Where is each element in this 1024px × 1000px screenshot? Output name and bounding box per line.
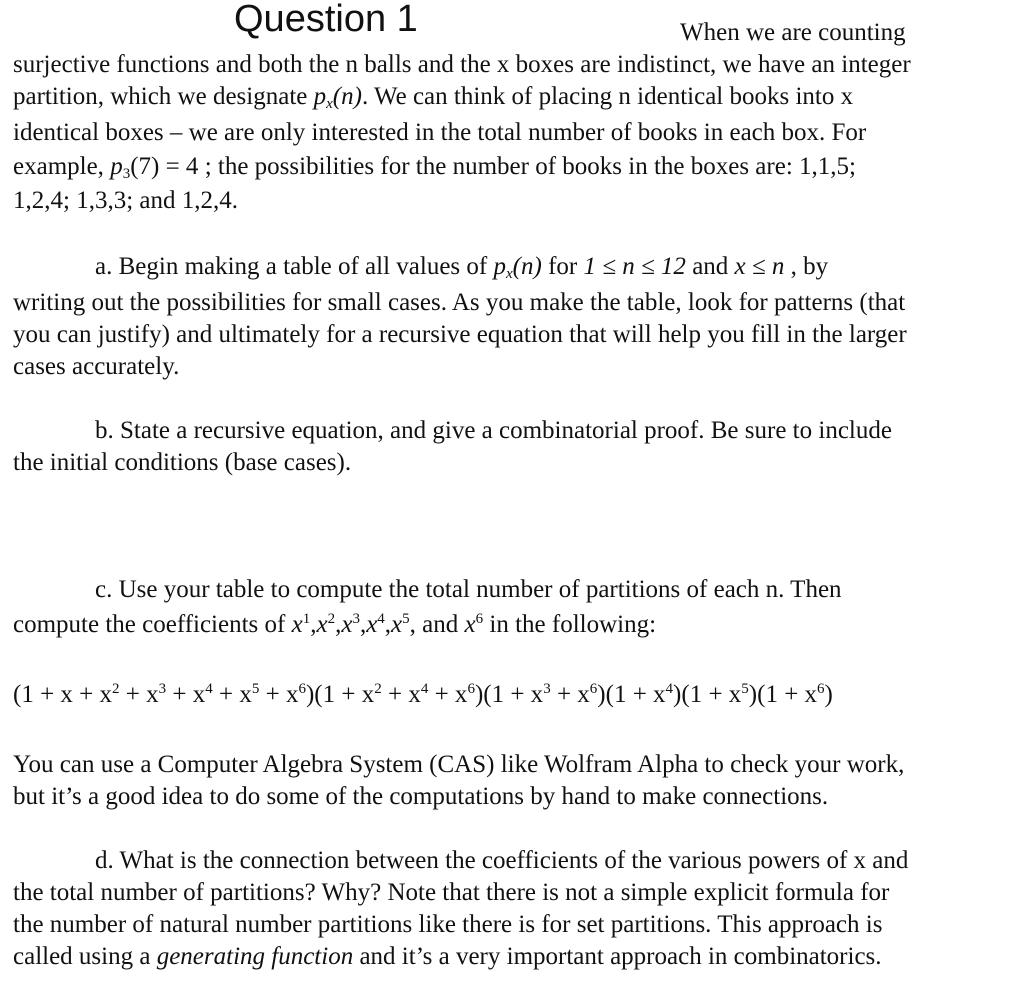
expr-seg: )(1 + x (748, 681, 818, 708)
power-separator: , (384, 611, 392, 638)
expr-seg: + x (119, 681, 159, 708)
expr-exp: 3 (543, 681, 551, 697)
example-equation: (7) = 4 (130, 153, 199, 180)
intro-line-5-text-b: ; the possibilities for the number of books in the boxes are: 1,1,5; (198, 153, 856, 180)
part-a-symbol: p (493, 253, 506, 280)
intro-line-4: identical boxes – we are only interested in the total number of books in each box. For (13, 119, 867, 146)
expr-seg: (1 + x + x (13, 681, 113, 708)
cas-line-1: You can use a Computer Algebra System (CAS) like Wolfram Alpha to check your work, (13, 751, 905, 778)
part-c-line-1: c. Use your table to compute the total number of partitions of each n. Then (95, 576, 842, 603)
power-list (292, 611, 410, 638)
power-base: x (464, 611, 476, 638)
power-exponent: 2 (327, 611, 336, 627)
expr-seg: + x (212, 681, 252, 708)
power-separator: , (310, 611, 317, 638)
expr-exp: 6 (467, 681, 475, 697)
part-a-text-a: a. Begin making a table of all values of (95, 253, 494, 280)
expr-exp: 4 (205, 681, 213, 697)
part-a-text-b: , by (784, 253, 829, 280)
partition-argument: (n) (332, 83, 362, 110)
example-subscript: 3 (122, 166, 131, 182)
part-d-text-b: and it’s a very important approach in combinatorics. (353, 943, 882, 970)
part-c-text-c: in the following: (483, 611, 657, 638)
part-c-text-a: compute the coefficients of (13, 611, 292, 638)
partition-symbol: p (313, 83, 327, 110)
power-base: x (366, 611, 378, 638)
power-base: x (291, 611, 303, 638)
expr-seg: )(1 + x (474, 681, 544, 708)
expr-exp: 4 (665, 681, 674, 697)
intro-line-3 (13, 82, 853, 112)
expr-exp: 3 (158, 681, 167, 697)
part-a-range: 1 ≤ n ≤ 12 (583, 253, 686, 280)
expr-seg: + x (381, 681, 421, 708)
part-d-text-a: called using a (13, 943, 157, 970)
expr-exp: 2 (112, 681, 120, 697)
partition-subscript: x (326, 96, 333, 112)
part-a-argument: (n) (512, 253, 542, 280)
expr-seg: )(1 + x (673, 681, 742, 708)
generating-function-term: generating function (156, 943, 354, 970)
power-base: x (391, 611, 403, 638)
power-exponent: 3 (352, 611, 360, 627)
expr-exp: 5 (741, 681, 749, 697)
part-a-subscript: x (506, 266, 513, 282)
part-a-line-3: you can justify) and ultimately for a recursive equation that will help you fill in the larger (13, 321, 907, 348)
expr-exp: 5 (251, 681, 260, 697)
part-c-line-2 (13, 610, 656, 640)
intro-line-2: surjective functions and both the n balls and the x boxes are indistinct, we have an integer (13, 51, 911, 78)
intro-line-3-text-a: partition, which we designate (13, 83, 314, 110)
power-exponent: 4 (377, 611, 385, 627)
power-exponent: 1 (302, 611, 311, 627)
part-d-line-4 (13, 942, 882, 972)
part-b-line-1: b. State a recursive equation, and give a combinatorial proof. Be sure to include (95, 417, 892, 444)
intro-line-1: When we are counting (680, 19, 906, 46)
expr-exp: 6 (589, 681, 598, 697)
expr-seg: + x (166, 681, 206, 708)
expr-exp: 4 (420, 681, 429, 697)
power-separator: , (359, 611, 367, 638)
generating-function-expression (13, 680, 833, 710)
intro-line-5 (13, 152, 856, 182)
power-base: x (341, 611, 353, 638)
expr-seg: )(1 + x (597, 681, 666, 708)
expr-exp: 6 (817, 681, 825, 697)
part-a-line-2: writing out the possibilities for small cases. As you make the table, look for patterns (that (13, 289, 906, 316)
expr-seg: + x (550, 681, 590, 708)
power-base: x (316, 611, 328, 638)
expr-seg: + x (428, 681, 468, 708)
part-a-line-4: cases accurately. (13, 353, 180, 380)
expr-exp: 6 (298, 681, 306, 697)
part-d-line-1: d. What is the connection between the coefficients of the various powers of x and (95, 847, 909, 874)
part-c-text-b: , and (409, 611, 465, 638)
power-exponent: 5 (402, 611, 410, 627)
question-title: Question 1 (234, 0, 418, 40)
part-b-line-2: the initial conditions (base cases). (13, 449, 352, 476)
expr-seg: + x (259, 681, 299, 708)
intro-line-5-text-a: example, (13, 153, 111, 180)
part-d-line-2: the total number of partitions? Why? Note that there is not a simple explicit formula for (13, 879, 890, 906)
expr-exp: 2 (374, 681, 382, 697)
expr-seg: )(1 + x (305, 681, 375, 708)
part-a-condition: x ≤ n (734, 253, 785, 280)
intro-line-3-text-b: . We can think of placing n identical books into x (361, 83, 854, 110)
part-a-line-1 (95, 252, 828, 282)
part-a-for: for (541, 253, 584, 280)
intro-line-6: 1,2,4; 1,3,3; and 1,2,4. (13, 187, 238, 214)
power-exponent: 6 (475, 611, 484, 627)
example-symbol: p (110, 153, 123, 180)
cas-line-2: but it’s a good idea to do some of the computations by hand to make connections. (13, 783, 829, 810)
part-d-line-3: the number of natural number partitions like there is for set partitions. This approach is (13, 911, 883, 938)
power-separator: , (335, 611, 342, 638)
expr-seg: ) (824, 681, 833, 708)
part-a-and: and (685, 253, 735, 280)
